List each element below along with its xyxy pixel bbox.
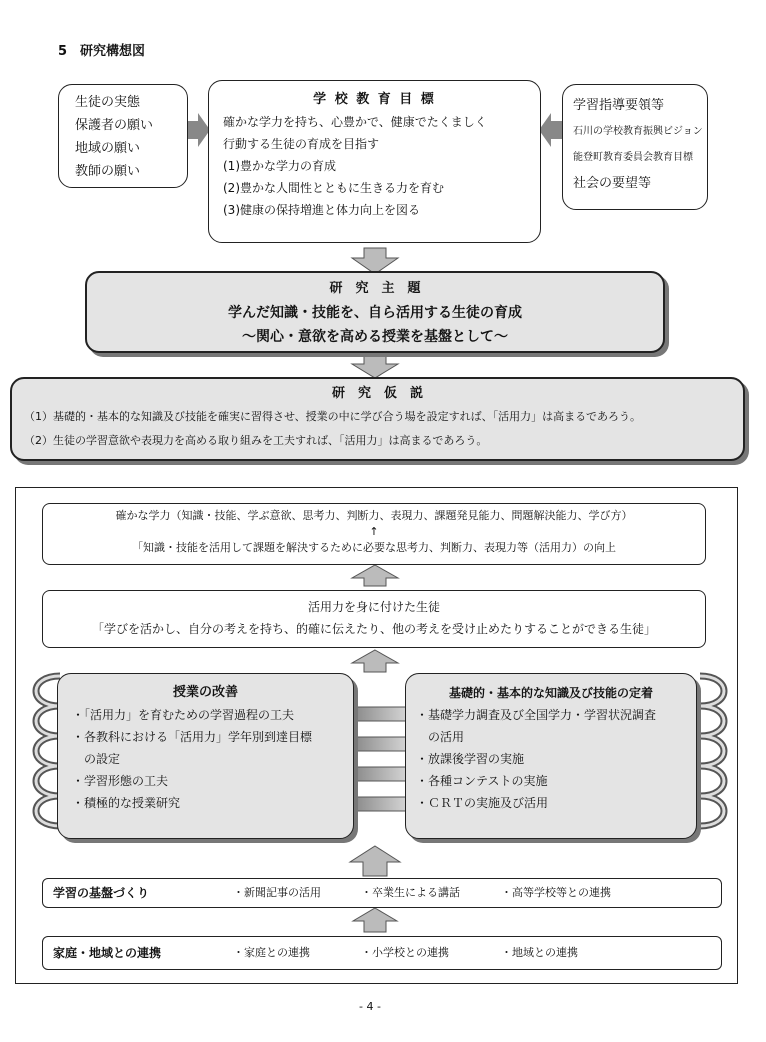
right-input-box [562,84,708,210]
research-theme-sub: ～関心・意欲を高める授業を基盤として～ [242,329,508,345]
foundation-item: ・卒業生による講話 [361,886,460,899]
solid-ability-line2: 「知識・技能を活用して課題を解決するために必要な思考力、判断力、表現力等（活用力）の向上 [132,541,616,554]
ideal-student-box [42,590,706,648]
right-item: 石川の学校教育振興ビジョン [573,126,703,137]
research-theme-box [85,271,665,353]
research-theme-main: 学んだ知識・技能を、自ら活用する生徒の育成 [228,305,522,321]
left-item: 地域の願い [75,141,141,156]
lesson-item: ・学習形態の工夫 [72,774,169,788]
page-number: - 4 - [359,1000,381,1013]
solid-ability-box [42,503,706,565]
school-goal-line: (2)豊かな人間性とともに生きる力を育む [223,181,444,195]
right-arrow-icon [539,113,562,147]
basics-item: ・各種コンテストの実施 [416,774,548,788]
lesson-improvement-box [57,673,354,839]
right-item: 能登町教育委員会教育目標 [573,152,693,163]
basics-item: の活用 [416,730,465,744]
school-goal-line: (3)健康の保持増進と体力向上を図る [223,203,420,217]
basics-item: ・基礎学力調査及び全国学力・学習状況調査 [416,708,657,722]
foundation-item: ・新聞記事の活用 [233,886,321,899]
ideal-student-title: 活用力を身に付けた生徒 [307,600,440,614]
basics-item: ・放課後学習の実施 [416,752,525,766]
community-label: 家庭・地域との連携 [53,946,162,960]
lesson-improvement-title: 授業の改善 [172,685,238,700]
up-arrow-text: ↑ [369,525,379,538]
right-item: 学習指導要領等 [573,98,665,113]
school-goal-line: 行動する生徒の育成を目指す [223,137,380,151]
section-title: 5 研究構想図 [58,44,146,59]
foundation-item: ・高等学校等との連携 [501,886,611,899]
basics-title: 基礎的・基本的な知識及び技能の定着 [448,686,653,700]
hypothesis-box [10,377,745,461]
left-input-box [58,84,188,188]
hypothesis-title: 研 究 仮 説 [331,386,423,401]
research-theme-title: 研 究 主 題 [329,281,421,296]
basics-box [405,673,697,839]
lesson-item: ・積極的な授業研究 [72,796,181,810]
school-goal-title: 学 校 教 育 目 標 [313,92,436,107]
foundation-box [42,878,722,908]
down-arrow-icon [352,356,398,378]
foundation-label: 学習の基盤づくり [53,886,150,900]
basics-item: ・ＣＲＴの実施及び活用 [416,796,549,810]
left-item: 保護者の願い [75,118,154,133]
community-item: ・家庭との連携 [233,946,310,959]
community-item: ・小学校との連携 [361,946,449,959]
right-item: 社会の要望等 [573,176,652,191]
community-box [42,936,722,970]
community-item: ・地域との連携 [501,946,578,959]
hypothesis-item: （2）生徒の学習意欲や表現力を高める取り組みを工夫すれば、「活用力」は高まるであろう。 [24,434,488,447]
left-item: 生徒の実態 [75,95,141,110]
left-item: 教師の願い [75,164,141,179]
lesson-item: の設定 [72,752,121,766]
left-arrow-icon [187,113,210,147]
lesson-item: ・「活用力」を育むための学習過程の工夫 [72,708,295,722]
school-goal-box [208,80,541,243]
school-goal-line: 確かな学力を持ち、心豊かで、健康でたくましく [223,115,487,129]
lesson-item: ・各教科における「活用力」学年別到達目標 [72,730,313,744]
school-goal-line: (1)豊かな学力の育成 [223,159,336,173]
hypothesis-item: （1）基礎的・基本的な知識及び技能を確実に習得させ、授業の中に学び合う場を設定すれば、「活用力」は高まるであろう。 [24,410,642,423]
ideal-student-desc: 「学びを活かし、自分の考えを持ち、的確に伝えたり、他の考えを受け止めたりすることができる生徒」 [91,622,656,636]
solid-ability-line1: 確かな学力（知識・技能、学ぶ意欲、思考力、判断力、表現力、課題発見能力、問題解決能力、学び方） [115,509,633,522]
